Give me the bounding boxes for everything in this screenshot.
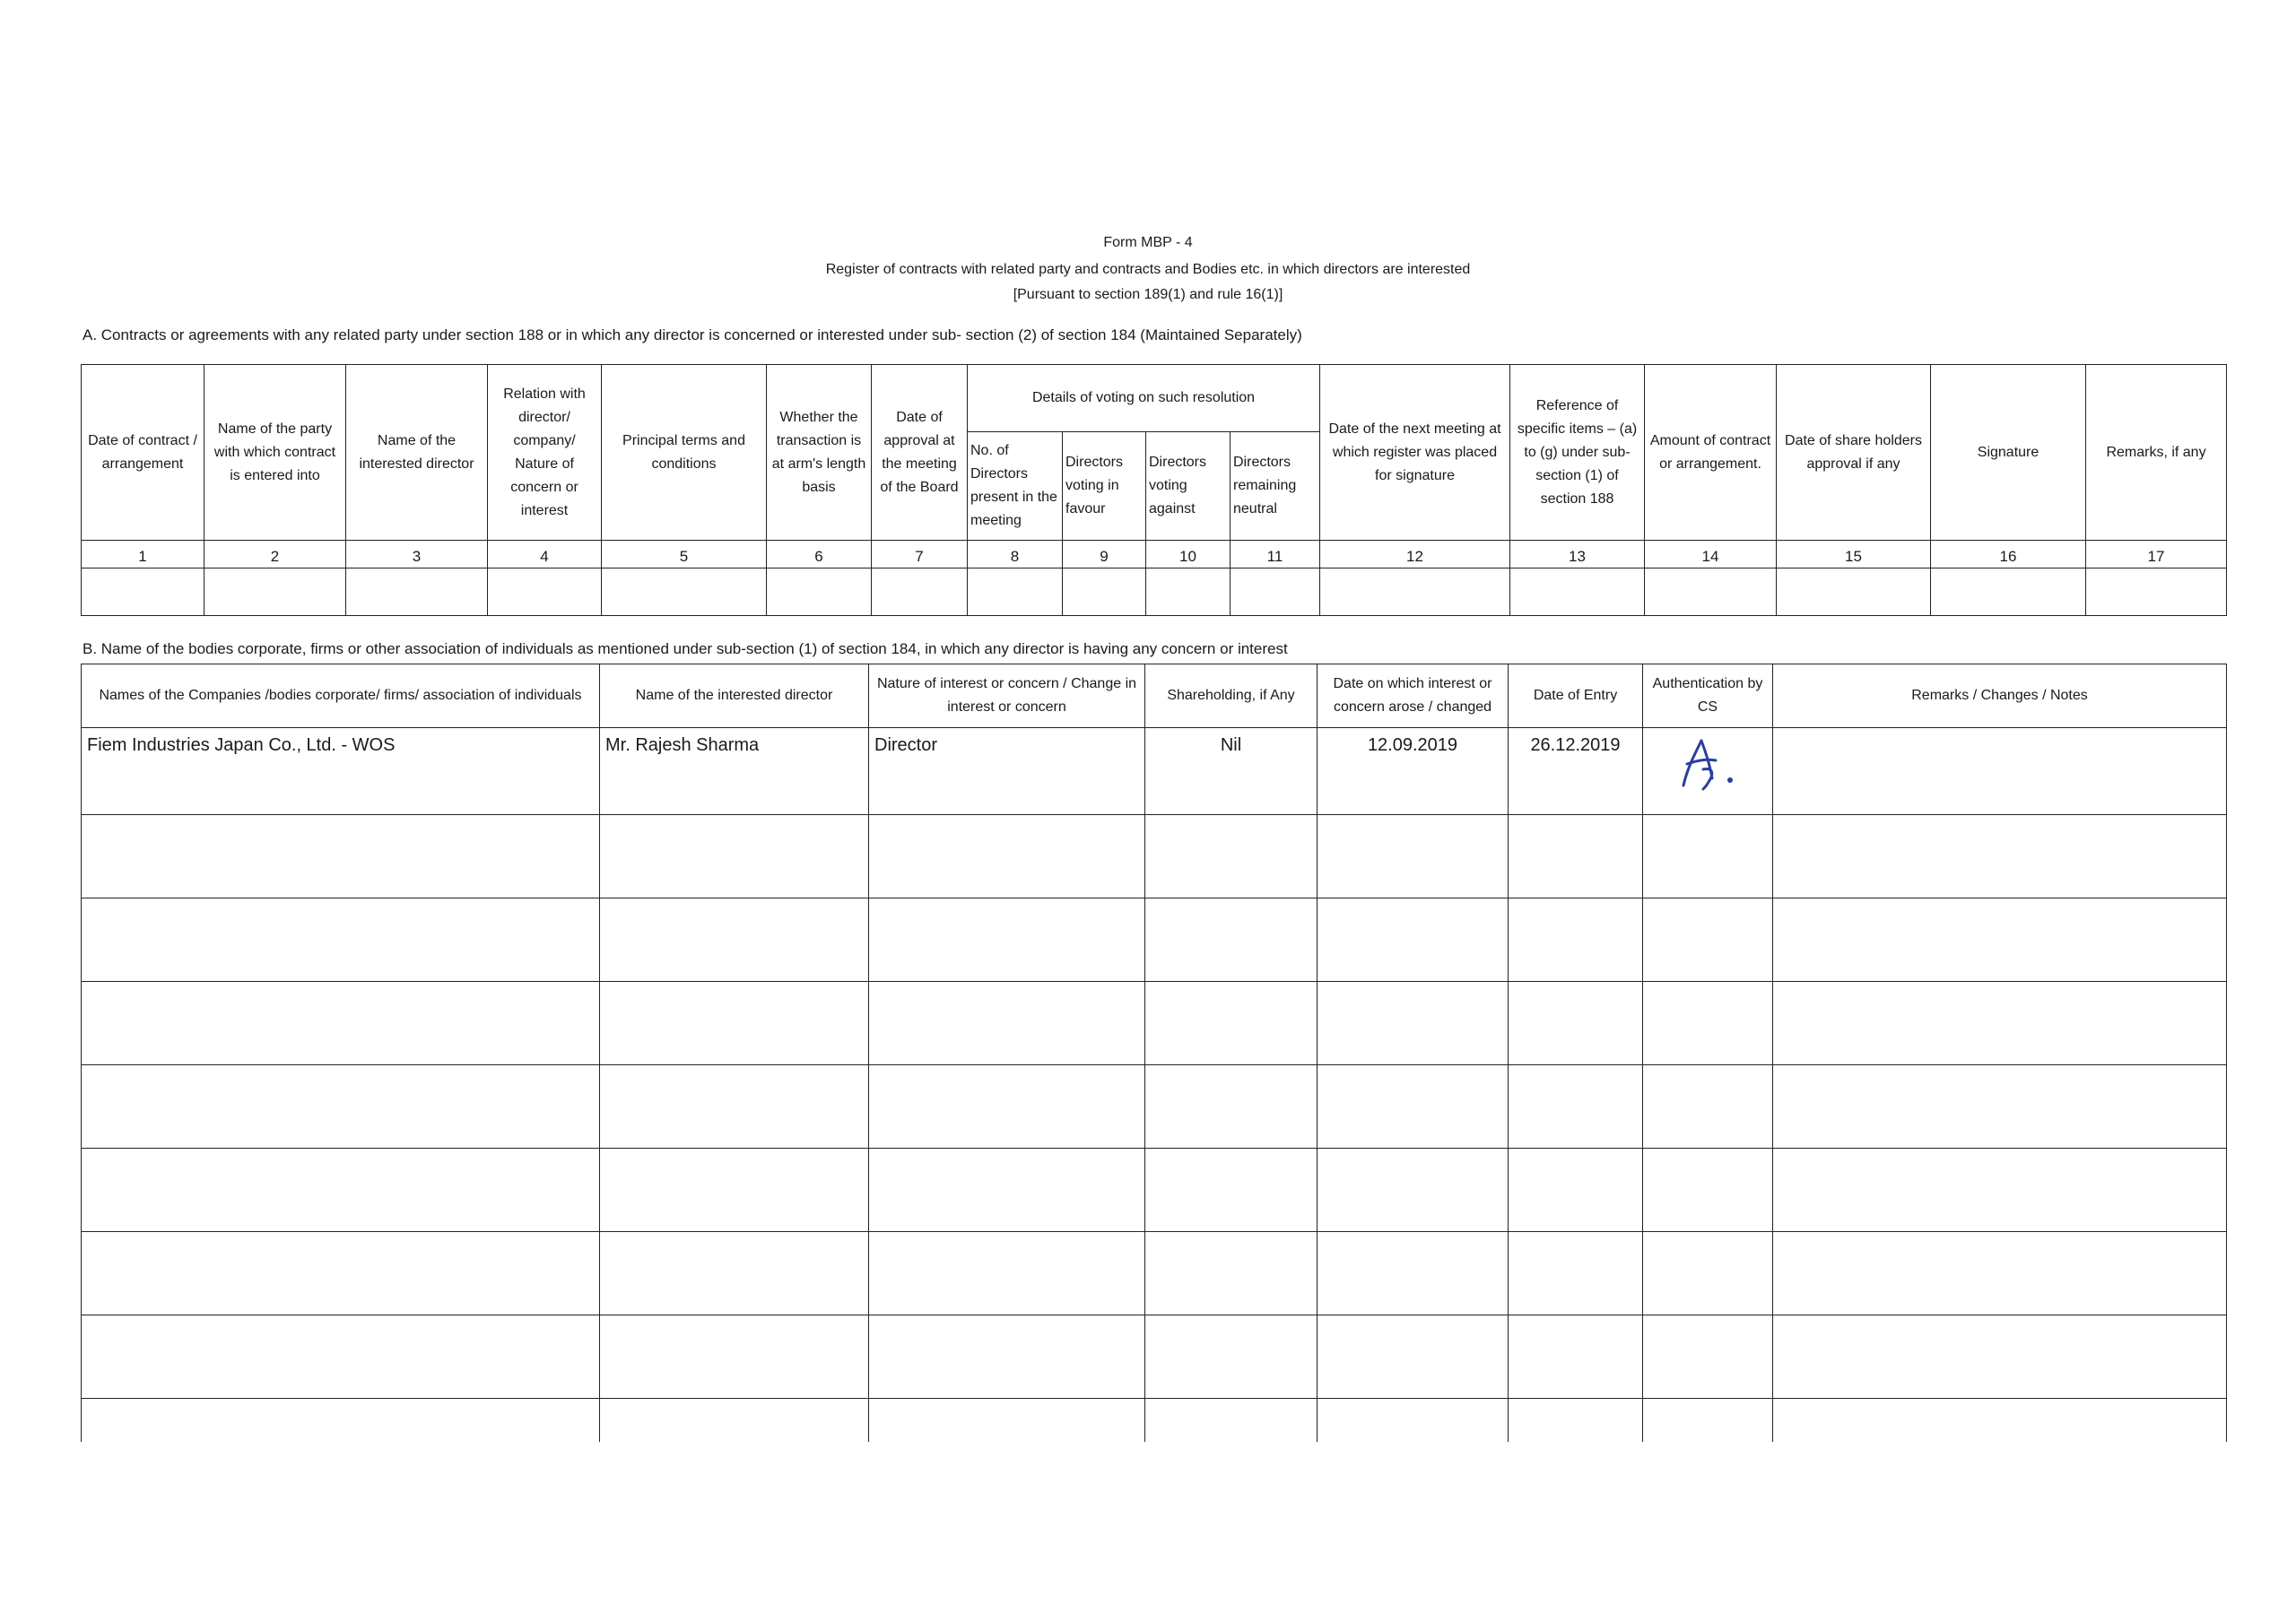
col-next-meeting-date: Date of the next meeting at which register was placed for signature bbox=[1320, 365, 1510, 541]
column-number-row bbox=[82, 541, 2227, 568]
col-signature: Signature bbox=[1931, 365, 2086, 541]
empty-row bbox=[82, 898, 2227, 982]
col-interested-director: Name of the interested director bbox=[600, 664, 869, 728]
nature-value: Director bbox=[869, 728, 1145, 815]
col-arms-length: Whether the transaction is at arm's length basis bbox=[767, 365, 872, 541]
col-remarks-notes: Remarks / Changes / Notes bbox=[1773, 664, 2227, 728]
col-amount: Amount of contract or arrangement. bbox=[1645, 365, 1777, 541]
empty-row bbox=[82, 1232, 2227, 1315]
column-number: 10 bbox=[1146, 541, 1231, 568]
table-row bbox=[82, 728, 2227, 815]
col-voting-group: Details of voting on such resolution bbox=[968, 365, 1320, 432]
col-directors-present: No. of Directors present in the meeting bbox=[968, 432, 1063, 541]
col-board-approval-date: Date of approval at the meeting of the Board bbox=[872, 365, 968, 541]
empty-row bbox=[82, 1399, 2227, 1443]
column-number: 9 bbox=[1063, 541, 1146, 568]
column-number: 4 bbox=[488, 541, 602, 568]
form-title: Register of contracts with related party and contracts and Bodies etc. in which directors are interested bbox=[825, 262, 1471, 277]
remarks-value bbox=[1773, 728, 2227, 815]
cs-signature bbox=[1667, 733, 1748, 791]
col-voting-favour: Directors voting in favour bbox=[1063, 432, 1146, 541]
empty-row bbox=[82, 568, 2227, 616]
col-nature-of-interest: Nature of interest or concern / Change in interest or concern bbox=[869, 664, 1145, 728]
column-number: 6 bbox=[767, 541, 872, 568]
empty-row bbox=[82, 1315, 2227, 1399]
section-a-title: A. Contracts or agreements with any related party under section 188 or in which any director is concerned or interested under sub- section (2) of section 184 (Maintained Separately) bbox=[83, 326, 1302, 343]
column-number: 15 bbox=[1777, 541, 1931, 568]
col-shareholding: Shareholding, if Any bbox=[1145, 664, 1318, 728]
date-entry-value: 26.12.2019 bbox=[1509, 728, 1643, 815]
column-number: 8 bbox=[968, 541, 1063, 568]
col-date-contract: Date of contract / arrangement bbox=[82, 365, 204, 541]
empty-row bbox=[82, 982, 2227, 1065]
form-pursuant: [Pursuant to section 189(1) and rule 16(1)] bbox=[1013, 287, 1283, 302]
column-number: 14 bbox=[1645, 541, 1777, 568]
column-number: 12 bbox=[1320, 541, 1510, 568]
section-b-title: B. Name of the bodies corporate, firms or other association of individuals as mentioned under sub-section (1) of section 184, in which any director is having any concern or interest bbox=[83, 640, 1288, 657]
column-number: 2 bbox=[204, 541, 346, 568]
column-number: 3 bbox=[346, 541, 488, 568]
column-number: 16 bbox=[1931, 541, 2086, 568]
column-number: 13 bbox=[1510, 541, 1645, 568]
col-reference-items: Reference of specific items – (a) to (g) under sub-section (1) of section 188 bbox=[1510, 365, 1645, 541]
col-voting-against: Directors voting against bbox=[1146, 432, 1231, 541]
col-interested-director: Name of the interested director bbox=[346, 365, 488, 541]
company-name: Fiem Industries Japan Co., Ltd. - WOS bbox=[82, 728, 600, 815]
col-authentication: Authentication by CS bbox=[1643, 664, 1773, 728]
column-number: 17 bbox=[2086, 541, 2227, 568]
shareholding-value: Nil bbox=[1145, 728, 1318, 815]
col-shareholders-approval: Date of share holders approval if any bbox=[1777, 365, 1931, 541]
bodies-corporate-table bbox=[81, 664, 2227, 1442]
column-number: 7 bbox=[872, 541, 968, 568]
column-number: 5 bbox=[602, 541, 767, 568]
col-company-names: Names of the Companies /bodies corporate/ firms/ association of individuals bbox=[82, 664, 600, 728]
col-remarks: Remarks, if any bbox=[2086, 365, 2227, 541]
column-number: 11 bbox=[1231, 541, 1320, 568]
col-remaining-neutral: Directors remaining neutral bbox=[1231, 432, 1320, 541]
column-number: 1 bbox=[82, 541, 204, 568]
contracts-table bbox=[81, 364, 2227, 616]
empty-row bbox=[82, 1149, 2227, 1232]
empty-row bbox=[82, 1065, 2227, 1149]
col-date-entry: Date of Entry bbox=[1509, 664, 1643, 728]
col-relation: Relation with director/ company/ Nature of concern or interest bbox=[488, 365, 602, 541]
col-party-name: Name of the party with which contract is entered into bbox=[204, 365, 346, 541]
authentication-cell bbox=[1643, 728, 1773, 815]
col-principal-terms: Principal terms and conditions bbox=[602, 365, 767, 541]
form-number: Form MBP - 4 bbox=[1103, 235, 1193, 250]
director-name: Mr. Rajesh Sharma bbox=[600, 728, 869, 815]
empty-row bbox=[82, 815, 2227, 898]
date-interest-value: 12.09.2019 bbox=[1318, 728, 1509, 815]
col-date-interest: Date on which interest or concern arose / changed bbox=[1318, 664, 1509, 728]
